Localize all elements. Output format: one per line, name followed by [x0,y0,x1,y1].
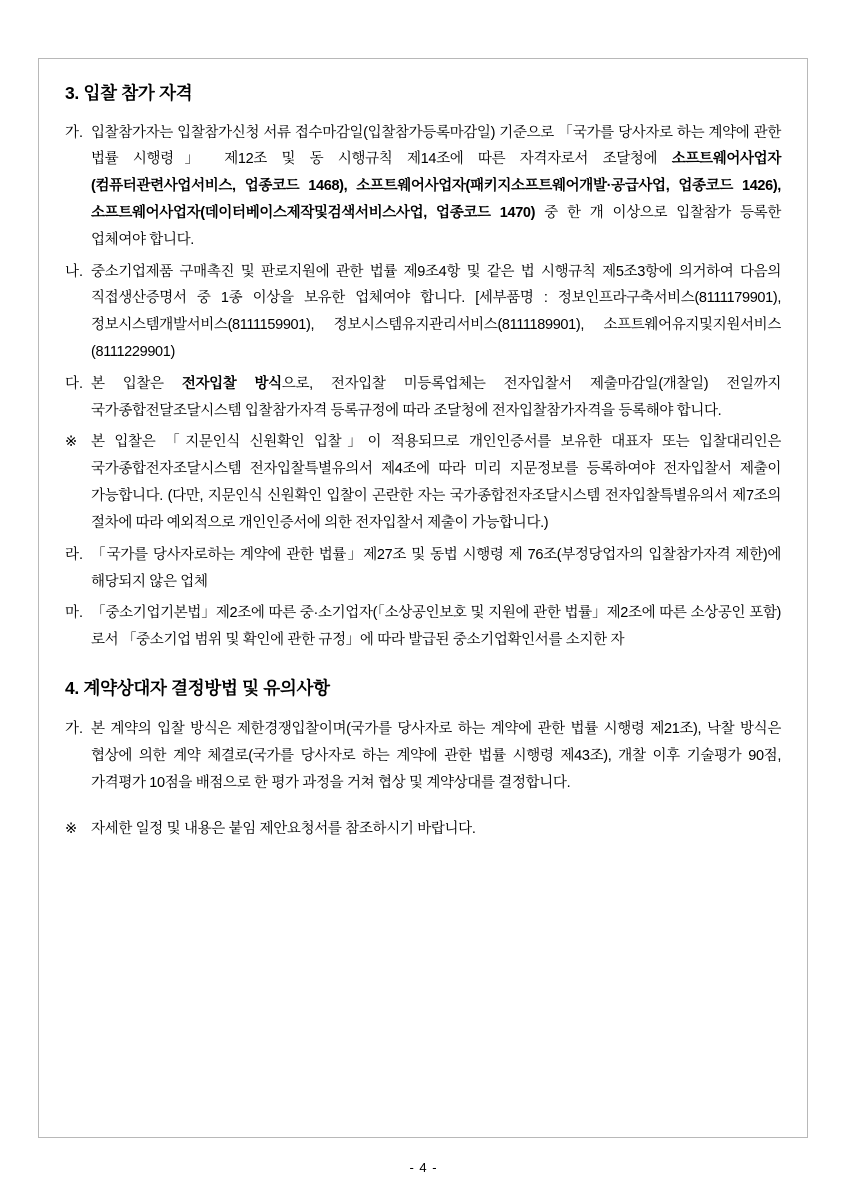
list-marker: 다. [65,375,84,392]
text-segment: 본 입찰은 「지문인식 신원확인 입찰」이 적용되므로 개인인증서를 보유한 대표자 또는 입찰대리인은 국가종합전자조달시스템 전자입찰특별유의서 제4조에 따라 미리 지문정보를 등록하여야 전자입찰서 제출이 가능합니다. (다만, 지문인식 신원확인 입찰이 곤란한 자는 국가종합전자조달시스템 전자입찰특별유의서 제7조의 절차에 따라 예외적으로 개인인증서에 의한 전자입찰서 제출이 가능합니다.) [91,434,781,531]
text-segment: 「중소기업기본법」제2조에 따른 중·소기업자(「소상공인보호 및 지원에 관한 법률」제2조에 따른 소상공인 포함)로서 「중소기업 범위 및 확인에 관한 규정」에 따라 발급된 중소기업확인서를 소지한 자 [91,605,781,649]
page-number: - 4 - [409,1160,438,1175]
list-marker: ※ [65,820,78,837]
list-item-note [65,429,781,536]
list-item [65,716,781,796]
section-title-contract-decision: 4. 계약상대자 결정방법 및 유의사항 [65,677,330,698]
list-item-text [91,716,781,796]
list-item-note [65,816,781,843]
list-item-text [91,120,781,254]
list-item-text [91,600,781,654]
list-item-text [91,371,781,425]
section-title-bid-qualification: 3. 입찰 참가 자격 [65,83,193,103]
list-marker: 마. [65,605,84,622]
list-marker: 라. [65,546,84,563]
text-segment: 중 한 개 이상으로 입찰참가 등록한 업체여야 합니다. [91,204,781,248]
document-page [38,58,808,1138]
list-marker: 가. [65,721,84,738]
page-content [39,59,807,843]
list-item [65,371,781,425]
list-item-text [91,259,781,366]
text-segment: 본 입찰은 [91,375,182,392]
text-segment-bold: 소프트웨어사업자(컴퓨터관련사업서비스, 업종코드 1468), 소프트웨어사업자(패키지소프트웨어개발·공급사업, 업종코드 1426), 소프트웨어사업자(데이터베이스제작및검색서비스사업, 업종코드 1470) [91,151,781,221]
spacer [65,802,781,816]
list-marker: ※ [65,434,78,451]
list-item-text [91,429,781,536]
list-item [65,600,781,654]
list-item [65,542,781,596]
list-item [65,120,781,254]
text-segment-bold: 전자입찰 방식 [181,375,282,392]
list-item-text [91,816,781,843]
text-segment: 「국가를 당사자로하는 계약에 관한 법률」제27조 및 동법 시행령 제 76조(부정당업자의 입찰참가자격 제한)에 해당되지 않은 업체 [91,546,781,590]
text-segment: 입찰참가자는 입찰참가신청 서류 접수마감일(입찰참가등록마감일) 기준으로 「국가를 당사자로 하는 계약에 관한 법률 시행령」 제12조 및 동 시행규칙 제14조에 따른 자격자로서 조달청에 [91,124,781,168]
list-item-text [91,542,781,596]
list-marker: 나. [65,263,84,280]
text-segment: 본 계약의 입찰 방식은 제한경쟁입찰이며(국가를 당사자로 하는 계약에 관한 법률 시행령 제21조), 낙찰 방식은 협상에 의한 계약 체결로(국가를 당사자로 하는 계약에 관한 법률 시행령 제43조), 개찰 이후 기술평가 90점, 가격평가 10점을 배점으로 한 평가 과정을 거쳐 협상 및 계약상대를 결정합니다. [91,721,781,792]
text-segment: 으로, 전자입찰 미등록업체는 전자입찰서 제출마감일(개찰일) 전일까지 국가종합전달조달시스템 입찰참가자격 등록규정에 따라 조달청에 전자입찰참가자격을 등록해야 합니다. [91,375,781,419]
list-item [65,259,781,366]
text-segment: 자세한 일정 및 내용은 붙임 제안요청서를 참조하시기 바랍니다. [91,820,476,837]
text-segment: 중소기업제품 구매촉진 및 판로지원에 관한 법률 제9조4항 및 같은 법 시행규칙 제5조3항에 의거하여 다음의 직접생산증명서 중 1종 이상을 보유한 업체여야 합니다. [세부품명 : 정보인프라구축서비스(8111179901), 정보시스템개발서비스(8111159901), 정보시스템유지관리서비스(8111189901), 소프트웨어유지및지원서비스(8111229901) [91,263,781,360]
list-marker: 가. [65,124,84,141]
